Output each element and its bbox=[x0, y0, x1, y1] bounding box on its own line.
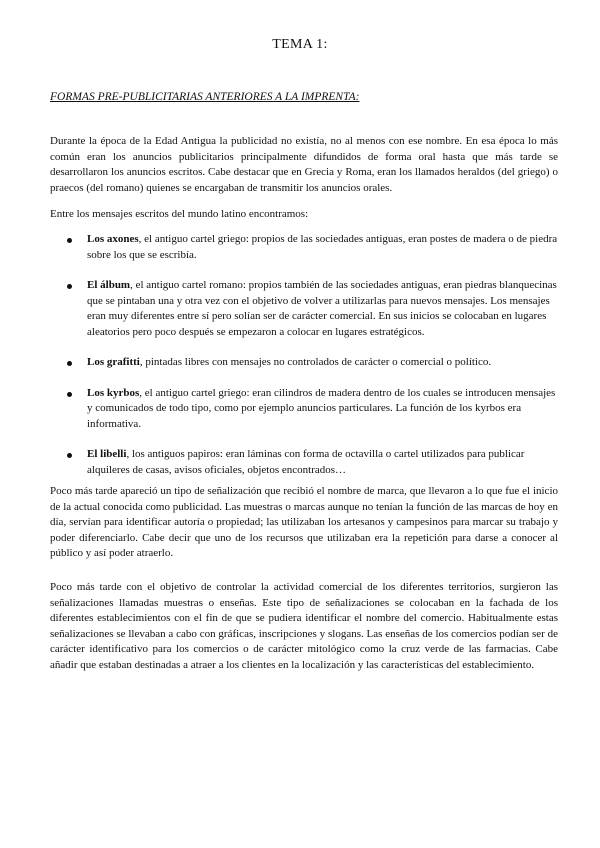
bullet-text: , el antiguo cartel romano: propios también de las sociedades antiguas, eran piedras blanquecinas que se pintaban una y otra vez con el objetivo de volver a utilizarlas para nuevos mensajes. Los mensajes eran muy diferentes entre sí pero solían ser de carácter comercial. En sus inicios se colocaban en lugares aleatorios pero poco después se empezaron a colocar en lugares estratégicos. bbox=[87, 279, 557, 338]
list-item bbox=[50, 386, 560, 433]
bullet-term: Los axones bbox=[87, 233, 139, 245]
bullet-text: , pintadas libres con mensajes no controlados de carácter o comercial o político. bbox=[139, 356, 492, 368]
bullet-icon bbox=[67, 392, 72, 397]
bullet-icon bbox=[67, 361, 72, 366]
page-title: TEMA 1: bbox=[272, 37, 328, 52]
lead-in-paragraph: Entre los mensajes escritos del mundo latino encontramos: bbox=[50, 208, 309, 220]
bullet-term: El álbum bbox=[87, 279, 131, 291]
bullet-icon bbox=[67, 238, 72, 243]
ensenas-paragraph: Poco más tarde con el objetivo de controlar la actividad comercial de los diferentes territorios, surgieron las señalizaciones llamadas muestras o enseñas. Este tipo de señalizaciones se colocaban en la fachada de los diferentes establecimientos con el fin de que se pudiera identificar el nombre del comercio. Habitualmente estas señalizaciones se llevaban a cabo con gráficas, inscripciones y slogans. Las enseñas de los comercios podían ser de carácter identificativo para los comercios o de carácter mitológico como la cruz verde de las farmacias. Cabe añadir que estaban destinadas a atraer a los clientes en la localización y las características del establecimiento. bbox=[50, 581, 558, 671]
list-item bbox=[50, 447, 560, 478]
list-item bbox=[50, 355, 560, 371]
bullet-text: , el antiguo cartel griego: eran cilindros de madera dentro de los cuales se introducen mensajes y comunicados de todo tipo, como por ejemplo anuncios particulares. La función de los kyrbos era informativa. bbox=[87, 386, 556, 430]
bullet-text: , los antiguos papiros: eran láminas con forma de octavilla o cartel utilizados para publicar alquileres de casas, avisos oficiales, objetos encontrados… bbox=[87, 448, 525, 476]
bullet-term: Los grafitti bbox=[87, 356, 140, 368]
section-subtitle: FORMAS PRE-PUBLICITARIAS ANTERIORES A LA IMPRENTA: bbox=[50, 91, 360, 103]
bullet-text: , el antiguo cartel griego: propios de las sociedades antiguas, eran postes de madera o de piedra sobre los que se escribía. bbox=[87, 233, 558, 261]
intro-paragraph: Durante la época de la Edad Antigua la publicidad no existía, no al menos con ese nombre. En esa época lo más común eran los anuncios publicitarios principalmente difundidos de forma oral hasta que más tarde se desarrollaron los anuncios escritos. Cabe destacar que en Grecia y Roma, eran los llamados heraldos (del griego) o praecos (del romano) quienes se encargaban de transmitir los anuncios orales. bbox=[50, 135, 558, 194]
bullet-icon bbox=[67, 284, 72, 289]
bullet-list bbox=[50, 232, 560, 493]
marca-paragraph: Poco más tarde apareció un tipo de señalización que recibió el nombre de marca, que llevaron a lo que fue el inicio de la actual conocida como publicidad. Las muestras o marcas aunque no tenían la función de las marcas de hoy en día, servían para identificar autoría o propiedad; las utilizaban los artesanos y campesinos para marcar su trabajo y poder diferenciarlo. Cabe decir que uno de los recursos que utilizaban era la repetición para darse a conocer al público y así poder atraerlo. bbox=[50, 485, 558, 559]
list-item bbox=[50, 232, 560, 263]
bullet-term: Los kyrbos bbox=[87, 386, 140, 399]
bullet-term: El libelli bbox=[87, 448, 127, 460]
bullet-icon bbox=[67, 453, 72, 458]
list-item bbox=[50, 278, 560, 340]
